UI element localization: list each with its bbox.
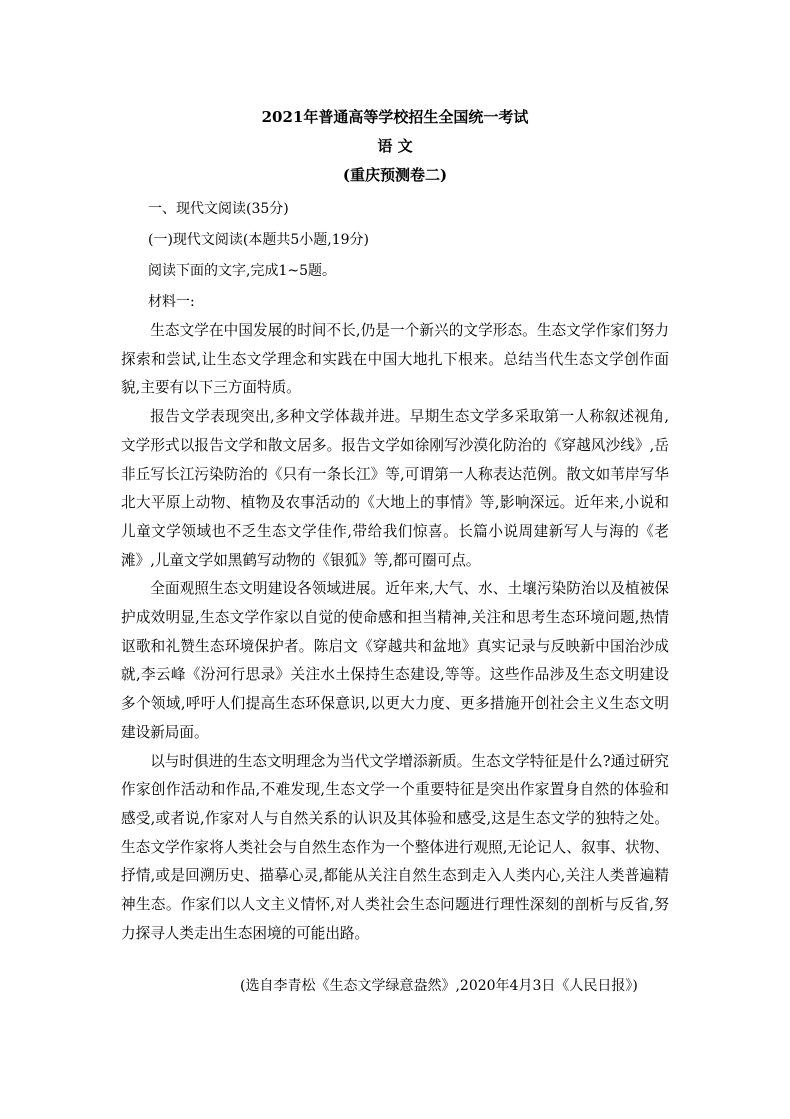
paragraph: 全面观照生态文明建设各领域进展。近年来,大气、水、土壤污染防治以及植被保护成效明显,生态文学作家以自觉的使命感和担当精神,关注和思考生态环境问题,热情讴歌和礼赞生态环境保护者。陈启文《穿越共和盆地》真实记录与反映新中国治沙成就,李云峰《汾河行思录》关注水土保持生态建设,等等。这些作品涉及生态文明建设多个领域,呼吁人们提高生态环保意识,以更大力度、更多措施开创社会主义生态文明建设新局面。 — [121, 580, 669, 741]
paragraph: 生态文学在中国发展的时间不长,仍是一个新兴的文学形态。生态文学作家们努力探索和尝试,让生态文学理念和实践在中国大地扎下根来。总结当代生态文学创作面貌,主要有以下三方面特质。 — [121, 322, 669, 397]
article-body — [121, 317, 669, 948]
paragraph: 以与时俱进的生态文明理念为当代文学增添新质。生态文学特征是什么?通过研究作家创作活动和作品,不难发现,生态文学一个重要特征是突出作家置身自然的体验和感受,或者说,作家对人与自然关系的认识及其体验和感受,这是生态文学的独特之处。生态文学作家将人类社会与自然生态作为一个整体进行观照,无论记人、叙事、状物、抒情,或是回溯历史、描摹心灵,都能从关注自然生态到走入人类内心,关注人类普遍精神生态。作家们以人文主义情怀,对人类社会生态问题进行理性深刻的剖析与反省,努力探寻人类走出生态困境的可能出路。 — [121, 752, 669, 942]
material-label: 材料一: — [148, 294, 195, 310]
reading-instruction: 阅读下面的文字,完成1~5题。 — [148, 263, 336, 279]
subject-title: 语 文 — [377, 137, 413, 155]
exam-title: 2021年普通高等学校招生全国统一考试 — [261, 108, 529, 126]
section-heading: 一、现代文阅读(35分) — [148, 201, 289, 217]
paper-title: (重庆预测卷二) — [342, 166, 448, 184]
source-citation: (选自李青松《生态文学绿意盎然》,2020年4月3日《人民日报》) — [240, 978, 638, 994]
subsection-heading: (一)现代文阅读(本题共5小题,19分) — [148, 232, 370, 248]
paragraph: 报告文学表现突出,多种文学体裁并进。早期生态文学多采取第一人称叙述视角,文学形式以报告文学和散文居多。报告文学如徐刚写沙漠化防治的《穿越风沙线》,岳非丘写长江污染防治的《只有一条长江》等,可谓第一人称表达范例。散文如苇岸写华北大平原上动物、植物及农事活动的《大地上的事情》等,影响深远。近年来,小说和儿童文学领域也不乏生态文学佳作,带给我们惊喜。长篇小说周建新写人与海的《老滩》,儿童文学如黑鹤写动物的《银狐》等,都可圈可点。 — [121, 408, 669, 569]
